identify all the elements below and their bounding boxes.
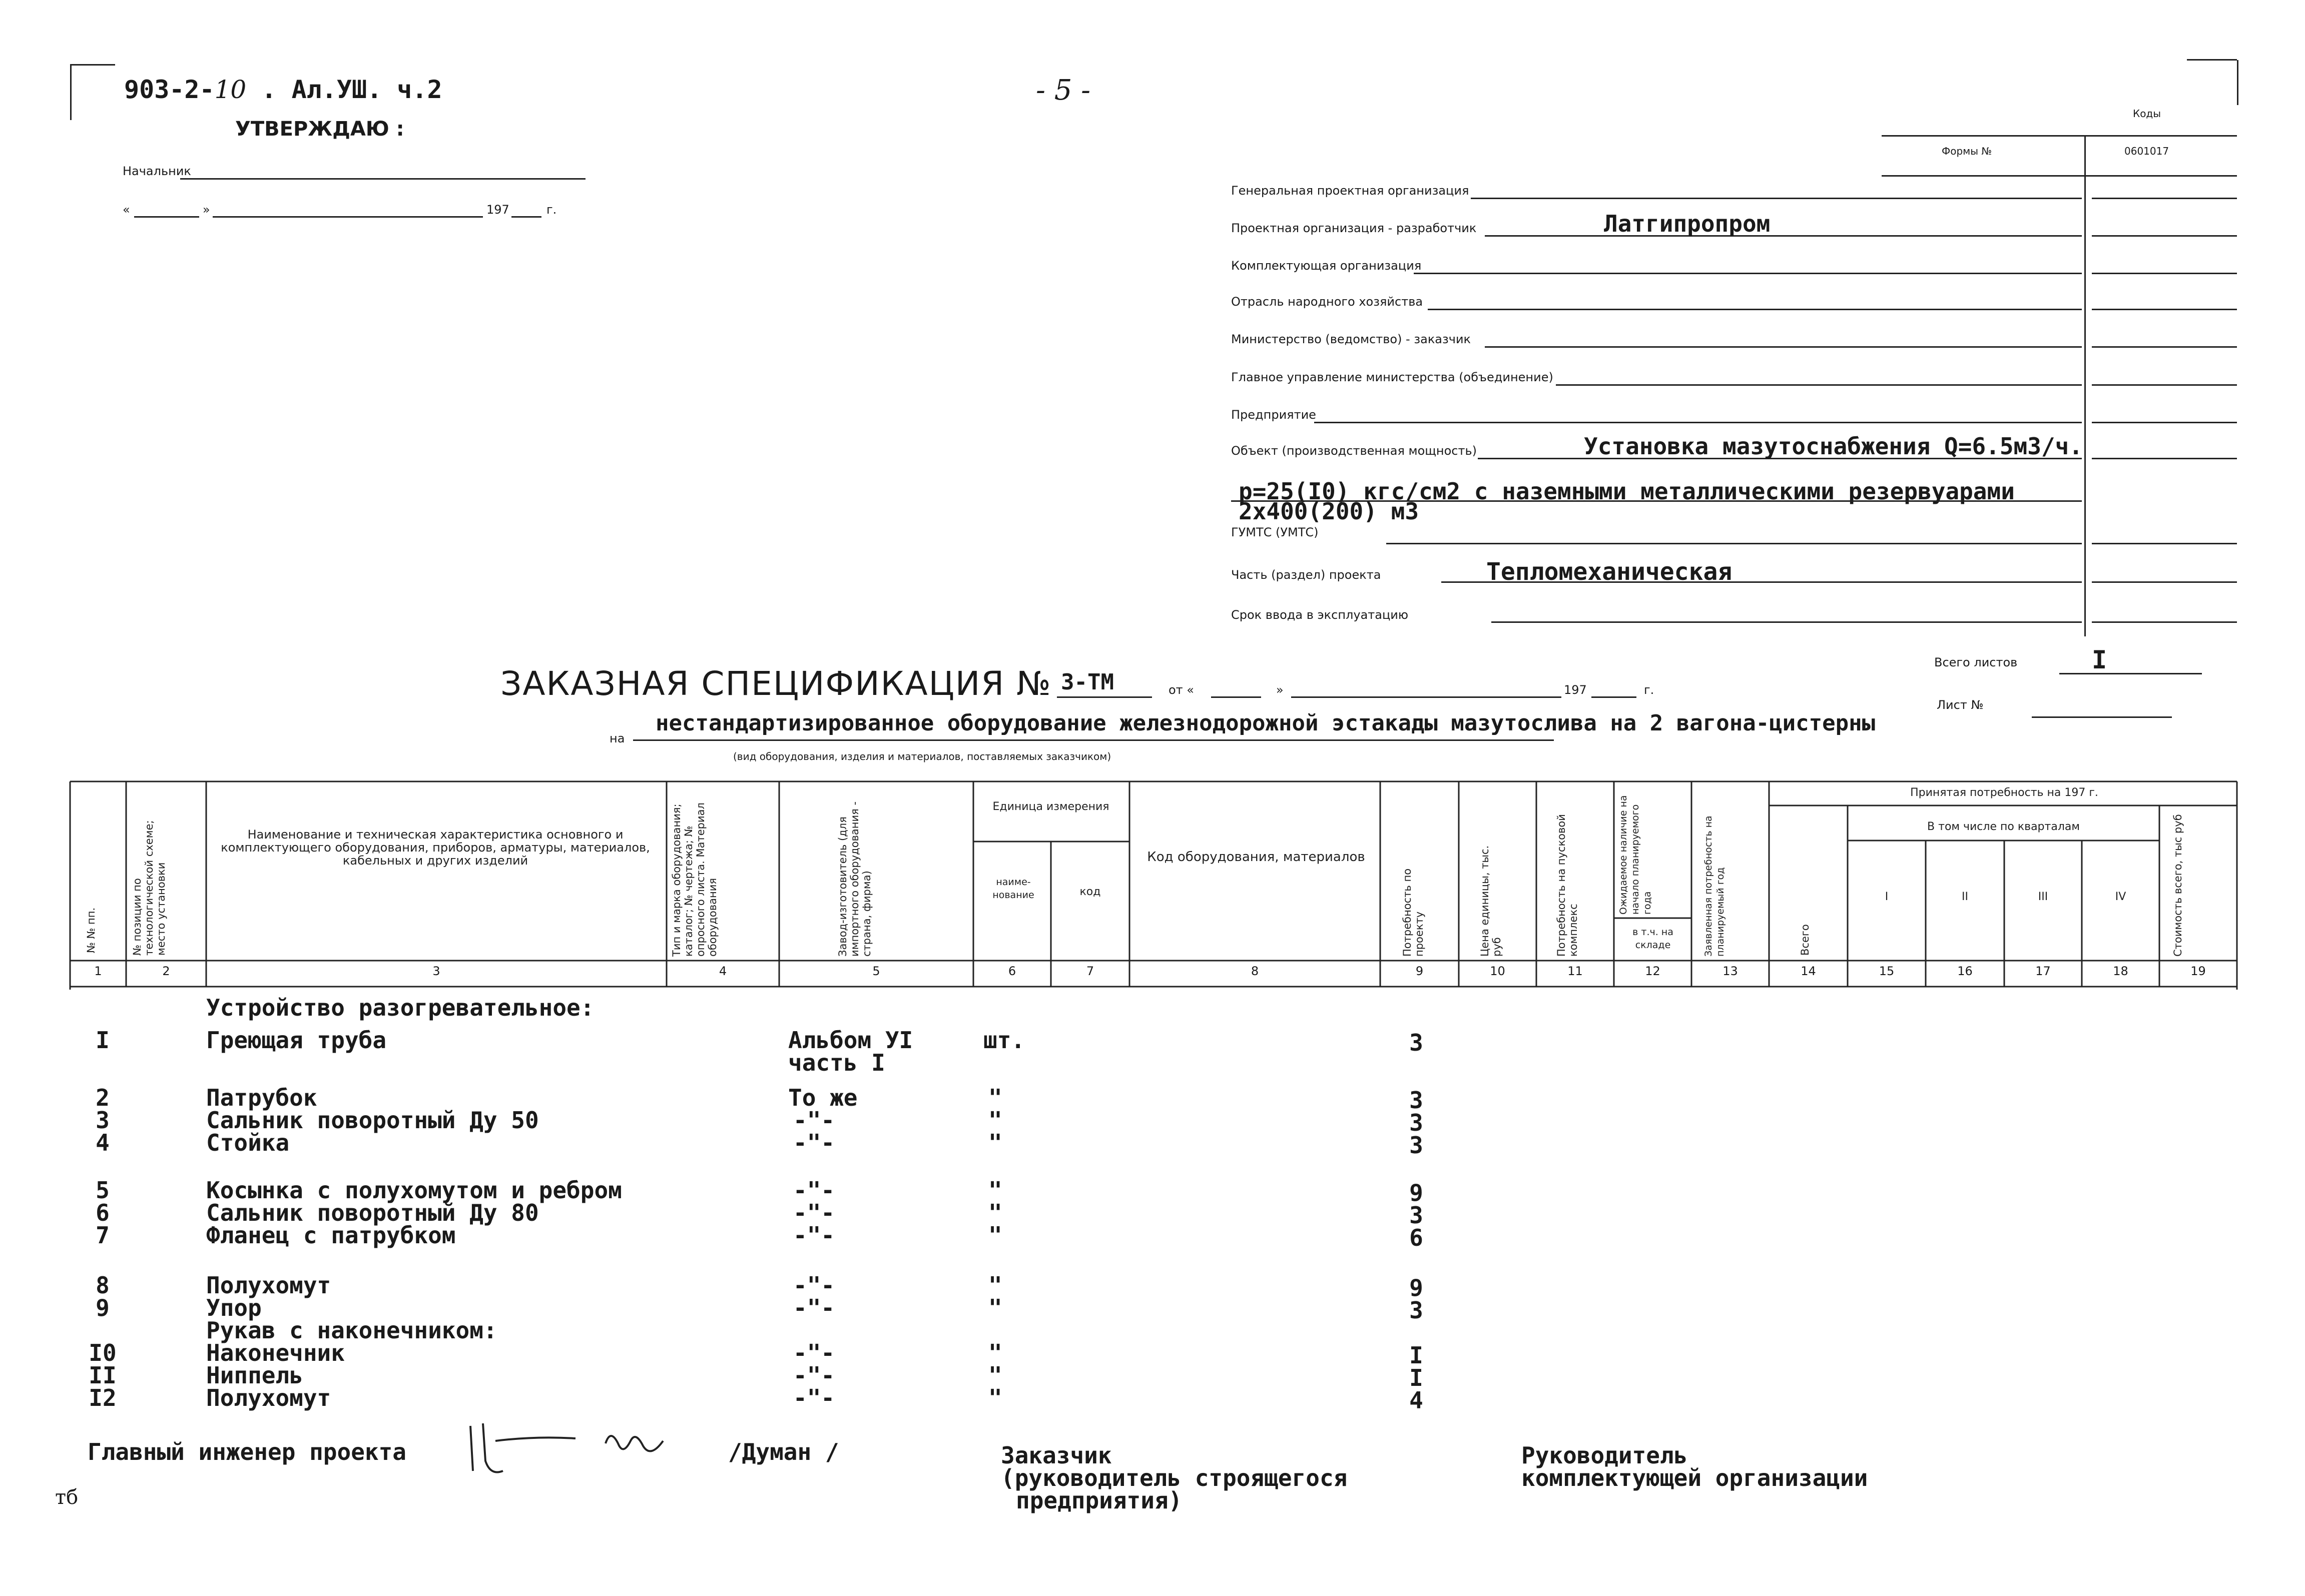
row-unit: " bbox=[988, 1084, 1002, 1111]
org-field-label: Проектная организация - разработчик bbox=[1231, 221, 1477, 235]
column-number: 8 bbox=[1251, 964, 1259, 978]
customer-label: Заказчик bbox=[1001, 1442, 1112, 1469]
row-name: Патрубок bbox=[206, 1084, 317, 1111]
col5-header: Завод-изготовитель (для импортного оборудования - страна, фирма) bbox=[837, 801, 873, 957]
deadline-label: Срок ввода в эксплуатацию bbox=[1231, 608, 1409, 622]
spec-from: от « bbox=[1169, 683, 1194, 697]
org-field-label: Главное управление министерства (объединение) bbox=[1231, 370, 1553, 384]
head-label: Руководитель bbox=[1521, 1442, 1688, 1469]
col11-header: Потребность на пусковой комплекс bbox=[1555, 814, 1579, 957]
col3-header: Наименование и техническая характеристика основного и комплектующего оборудования, приборов, арматуры, материалов, кабельных и других изделий bbox=[221, 828, 650, 868]
row-number: 8 bbox=[96, 1272, 110, 1299]
row-number: I2 bbox=[89, 1384, 117, 1411]
org-field-label: Отрасль народного хозяйства bbox=[1231, 295, 1423, 309]
row-unit: шт. bbox=[983, 1027, 1025, 1054]
row-type: -"- bbox=[793, 1294, 835, 1321]
part-label: Часть (раздел) проекта bbox=[1231, 568, 1381, 582]
row-unit: " bbox=[988, 1107, 1002, 1134]
column-number: 14 bbox=[1801, 964, 1816, 978]
row-type: То же bbox=[788, 1084, 858, 1111]
date-open: « bbox=[123, 203, 130, 217]
row-number: 6 bbox=[96, 1199, 110, 1226]
column-number: 1 bbox=[94, 964, 102, 978]
customer-line-2: (руководитель строящегося bbox=[1001, 1464, 1348, 1491]
column-number: 9 bbox=[1415, 964, 1424, 978]
col7-header: код bbox=[1079, 886, 1101, 898]
row-number: I bbox=[96, 1027, 110, 1054]
object-cont-2: 2х400(200) м3 bbox=[1239, 498, 1419, 525]
section-title: Устройство разогревательное: bbox=[206, 994, 595, 1021]
row-unit: " bbox=[988, 1384, 1002, 1411]
row-unit: " bbox=[988, 1339, 1002, 1366]
row-type: -"- bbox=[793, 1222, 835, 1249]
chief-engineer-label: Главный инженер проекта bbox=[88, 1438, 406, 1465]
spec-number: 3-ТМ bbox=[1061, 669, 1114, 695]
part-value: Тепломеханическая bbox=[1486, 558, 1733, 586]
col18-header: IV bbox=[2115, 891, 2126, 903]
row-number: 7 bbox=[96, 1222, 110, 1249]
org-field-label: Комплектующая организация bbox=[1231, 259, 1422, 273]
gumts-label: ГУМТС (УМТС) bbox=[1231, 525, 1319, 539]
row-qty: 9 bbox=[1409, 1179, 1423, 1206]
row-qty: 4 bbox=[1409, 1387, 1423, 1414]
row-number: 5 bbox=[96, 1177, 110, 1204]
column-number: 19 bbox=[2190, 964, 2206, 978]
date-year: 197 bbox=[486, 203, 509, 217]
row-type: -"- bbox=[793, 1384, 835, 1411]
row-unit: " bbox=[988, 1129, 1002, 1156]
row-name: Полухомут bbox=[206, 1272, 331, 1299]
column-number: 4 bbox=[719, 964, 727, 978]
object-cont-1: р=25(I0) кгс/см2 с наземными металлическими резервуарами bbox=[1239, 478, 2015, 505]
row-qty: I bbox=[1409, 1364, 1423, 1391]
row-name: Наконечник bbox=[206, 1339, 345, 1366]
total-sheets-label: Всего листов bbox=[1934, 655, 2018, 669]
col16-header: II bbox=[1962, 891, 1968, 903]
column-number: 15 bbox=[1879, 964, 1895, 978]
column-number: 18 bbox=[2113, 964, 2128, 978]
codes-title: Коды bbox=[2133, 108, 2161, 120]
chief-engineer-name: /Думан / bbox=[728, 1438, 839, 1465]
row-name: Упор bbox=[206, 1294, 262, 1321]
column-number: 12 bbox=[1645, 964, 1660, 978]
row-name: Сальник поворотный Ду 50 bbox=[206, 1107, 539, 1134]
row-type: -"- bbox=[793, 1107, 835, 1134]
chief-label: Начальник bbox=[123, 164, 191, 178]
row-number: II bbox=[89, 1362, 117, 1389]
spec-subject-hint: (вид оборудования, изделия и материалов, поставляемых заказчиком) bbox=[733, 750, 1111, 762]
col9-header: Потребность по проекту bbox=[1401, 868, 1425, 957]
org-field-value: Установка мазутоснабжения Q=6.5м3/ч. bbox=[1584, 433, 2083, 460]
row-name: Ниппель bbox=[206, 1362, 303, 1389]
row-type: -"- bbox=[793, 1199, 835, 1226]
row-type: -"- bbox=[793, 1339, 835, 1366]
row-unit: " bbox=[988, 1199, 1002, 1226]
row-name: Полухомут bbox=[206, 1384, 331, 1411]
column-number: 11 bbox=[1567, 964, 1583, 978]
approve-label: УТВЕРЖДАЮ : bbox=[235, 118, 404, 141]
date-mid: » bbox=[203, 203, 210, 217]
row-type: Альбом УI bbox=[788, 1027, 913, 1054]
spec-year: 197 bbox=[1564, 683, 1587, 697]
row-unit: " bbox=[988, 1362, 1002, 1389]
row-number: 4 bbox=[96, 1129, 110, 1156]
date-suffix: г. bbox=[546, 203, 557, 217]
col8-header: Код оборудования, материалов bbox=[1147, 850, 1365, 865]
row-number: 3 bbox=[96, 1107, 110, 1134]
col67-header: Единица измерения bbox=[992, 801, 1109, 813]
row-qty: 3 bbox=[1409, 1029, 1423, 1056]
doc-code: 903-2-10 . Ал.УШ. ч.2 bbox=[124, 75, 442, 104]
row-type: -"- bbox=[793, 1129, 835, 1156]
col14-header: Всего bbox=[1799, 924, 1811, 956]
spec-title: ЗАКАЗНАЯ СПЕЦИФИКАЦИЯ № bbox=[500, 664, 1052, 703]
column-number: 3 bbox=[432, 964, 440, 978]
row-qty: 3 bbox=[1409, 1087, 1423, 1114]
col15-18-header: В том числе по кварталам bbox=[1927, 821, 2080, 833]
column-number: 5 bbox=[872, 964, 880, 978]
spec-subject: нестандартизированное оборудование железнодорожной эстакады мазутослива на 2 вагона-цистерны bbox=[656, 710, 1876, 736]
row-type: -"- bbox=[793, 1272, 835, 1299]
customer-line-3: предприятия) bbox=[1016, 1487, 1183, 1514]
head-line-2: комплектующей организации bbox=[1521, 1464, 1868, 1491]
row-unit: " bbox=[988, 1222, 1002, 1249]
row-qty: 3 bbox=[1409, 1297, 1423, 1324]
col15-header: I bbox=[1885, 891, 1889, 903]
sheet-label: Лист № bbox=[1937, 698, 1984, 712]
column-number: 10 bbox=[1490, 964, 1505, 978]
col1-header: № № пп. bbox=[85, 907, 97, 953]
row-qty: 3 bbox=[1409, 1202, 1423, 1229]
spec-na: на bbox=[610, 731, 625, 745]
col12b-header: в т.ч. на складе bbox=[1632, 927, 1673, 951]
row-qty: 6 bbox=[1409, 1224, 1423, 1251]
row-unit: " bbox=[988, 1294, 1002, 1321]
row-number: 9 bbox=[96, 1294, 110, 1321]
spec-mid: » bbox=[1276, 683, 1284, 697]
row-qty: 3 bbox=[1409, 1132, 1423, 1159]
column-number: 16 bbox=[1957, 964, 1973, 978]
row-type-2: часть I bbox=[788, 1049, 885, 1076]
column-number: 17 bbox=[2035, 964, 2051, 978]
row-name: Фланец с патрубком bbox=[206, 1222, 456, 1249]
spec-suffix: г. bbox=[1644, 683, 1654, 697]
col2-header: № позиции по технологической схеме; место установки bbox=[131, 820, 167, 956]
chief-engineer-signature bbox=[460, 1416, 701, 1481]
org-field-label: Предприятие bbox=[1231, 408, 1316, 422]
corner-mark: тб bbox=[55, 1486, 79, 1509]
page-number: - 5 - bbox=[1036, 74, 1091, 107]
col12a-header: Ожидаемое наличие на начало планируемого года bbox=[1618, 795, 1653, 915]
col14-18-header: Принятая потребность на 197 г. bbox=[1910, 786, 2098, 799]
form-code: 0601017 bbox=[2124, 145, 2169, 157]
row-name: Косынка с полухомутом и ребром bbox=[206, 1177, 622, 1204]
column-number: 7 bbox=[1086, 964, 1094, 978]
row-qty: 3 bbox=[1409, 1109, 1423, 1136]
col17-header: III bbox=[2038, 891, 2048, 903]
row-qty: I bbox=[1409, 1342, 1423, 1369]
row-number: I0 bbox=[89, 1339, 117, 1366]
column-number: 6 bbox=[1008, 964, 1016, 978]
row-unit: " bbox=[988, 1272, 1002, 1299]
org-field-value: Латгипропром bbox=[1604, 210, 1771, 237]
org-field-label: Министерство (ведомство) - заказчик bbox=[1231, 332, 1471, 346]
total-sheets-value: I bbox=[2092, 645, 2107, 674]
row-name: Стойка bbox=[206, 1129, 290, 1156]
row-name: Сальник поворотный Ду 80 bbox=[206, 1199, 539, 1226]
col6-header: наиме-нование bbox=[992, 877, 1034, 901]
column-number: 13 bbox=[1722, 964, 1738, 978]
row-qty: 9 bbox=[1409, 1274, 1423, 1301]
row-name: Рукав с наконечником: bbox=[206, 1317, 497, 1344]
row-unit: " bbox=[988, 1177, 1002, 1204]
row-type: -"- bbox=[793, 1362, 835, 1389]
form-label: Формы № bbox=[1942, 145, 1992, 157]
col10-header: Цена единицы, тыс. руб bbox=[1479, 845, 1503, 957]
col4-header: Тип и марка оборудования; каталог; № чертежа; № опросного листа. Материал оборудования bbox=[671, 803, 719, 957]
row-number: 2 bbox=[96, 1084, 110, 1111]
col13-header: Заявленная потребность на планируемый год bbox=[1703, 816, 1726, 957]
col19-header: Стоимость всего, тыс руб bbox=[2172, 814, 2184, 957]
row-type: -"- bbox=[793, 1177, 835, 1204]
org-field-label: Объект (производственная мощность) bbox=[1231, 444, 1477, 458]
org-field-label: Генеральная проектная организация bbox=[1231, 184, 1469, 198]
column-number: 2 bbox=[162, 964, 170, 978]
row-name: Греющая труба bbox=[206, 1027, 387, 1054]
